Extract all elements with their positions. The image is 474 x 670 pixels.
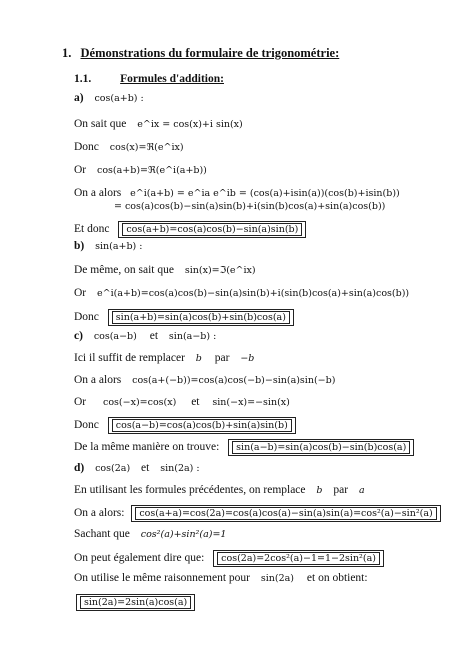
line-4-expr: e^i(a+b) = e^ia e^ib = (cos(a)+isin(a))(cos(b)+isin(b)) bbox=[130, 188, 400, 199]
item-b-expr: sin(a+b) : bbox=[95, 241, 143, 252]
line-19-text: On utilise le même raisonnement pour bbox=[74, 572, 250, 584]
line-2-expr: cos(x)=ℜ(e^ix) bbox=[109, 142, 184, 153]
line-10-var-1: b bbox=[195, 353, 202, 364]
line-15 bbox=[74, 484, 365, 497]
line-13-text: Donc bbox=[74, 419, 99, 431]
line-17-text: Sachant que bbox=[74, 528, 130, 540]
result-box-cos-diff bbox=[108, 417, 296, 434]
line-1-text: On sait que bbox=[74, 118, 127, 130]
line-15-var-2: a bbox=[358, 485, 365, 496]
line-19 bbox=[74, 572, 368, 585]
line-12-et: et bbox=[191, 396, 200, 408]
line-5-expr: = cos(a)cos(b)−sin(a)sin(b)+i(sin(b)cos(a)+sin(a)cos(b)) bbox=[114, 201, 386, 212]
line-11-expr: cos(a+(−b))=cos(a)cos(−b)−sin(a)sin(−b) bbox=[132, 375, 336, 386]
line-18-text: On peut également dire que: bbox=[74, 552, 205, 564]
line-6-text: Et donc bbox=[74, 223, 110, 235]
line-19-expr: sin(2a) bbox=[260, 573, 295, 584]
line-12-expr-1: cos(−x)=cos(x) bbox=[103, 397, 177, 408]
line-20 bbox=[76, 594, 195, 611]
section-number: 1.1. bbox=[74, 73, 92, 85]
result-sin-sum: sin(a+b)=sin(a)cos(b)+sin(b)cos(a) bbox=[112, 311, 290, 324]
result-box-cos-double bbox=[131, 505, 440, 522]
item-c-et: et bbox=[149, 330, 159, 342]
section-text: Formules d'addition: bbox=[120, 73, 224, 85]
line-8 bbox=[74, 287, 409, 300]
line-19-text-2: et on obtient: bbox=[306, 572, 368, 584]
line-17-expr: cos²(a)+sin²(a)=1 bbox=[140, 529, 227, 540]
item-d-et: et bbox=[141, 462, 150, 474]
line-5 bbox=[114, 200, 385, 213]
result-box-cos-sum bbox=[118, 221, 306, 238]
line-16 bbox=[74, 505, 441, 522]
result-cos-double-alt: cos(2a)=2cos²(a)−1=1−2sin²(a) bbox=[217, 552, 380, 565]
line-3 bbox=[74, 164, 207, 177]
line-17 bbox=[74, 528, 226, 541]
item-d-expr-2: sin(2a) : bbox=[160, 463, 200, 474]
item-d bbox=[74, 462, 200, 475]
item-d-label: d) bbox=[74, 462, 85, 474]
item-c-expr-2: sin(a−b) : bbox=[168, 331, 217, 342]
result-sin-double: sin(2a)=2sin(a)cos(a) bbox=[80, 596, 191, 609]
item-b-label: b) bbox=[74, 240, 85, 252]
item-a bbox=[74, 92, 144, 105]
result-box-sin-diff bbox=[228, 439, 414, 456]
result-box-cos-double-alt bbox=[213, 550, 384, 567]
line-12-text: Or bbox=[74, 396, 87, 408]
line-8-expr: e^i(a+b)=cos(a)cos(b)−sin(a)sin(b)+i(sin(b)cos(a)+sin(a)cos(b)) bbox=[97, 288, 410, 299]
line-1-expr: e^ix = cos(x)+i sin(x) bbox=[137, 119, 243, 130]
line-10-text: Ici il suffit de remplacer bbox=[74, 352, 185, 364]
line-18 bbox=[74, 550, 384, 567]
line-14-text: De la même manière on trouve: bbox=[74, 441, 220, 453]
line-7 bbox=[74, 264, 256, 277]
item-a-label: a) bbox=[74, 92, 84, 104]
line-12 bbox=[74, 396, 290, 409]
line-7-expr: sin(x)=ℑ(e^ix) bbox=[184, 265, 256, 276]
item-b bbox=[74, 240, 142, 253]
line-16-text: On a alors: bbox=[74, 507, 125, 519]
line-12-expr-2: sin(−x)=−sin(x) bbox=[212, 397, 290, 408]
item-d-expr-1: cos(2a) bbox=[95, 463, 131, 474]
section-heading bbox=[74, 73, 224, 86]
line-2-text: Donc bbox=[74, 141, 99, 153]
item-c-expr-1: cos(a−b) bbox=[93, 331, 137, 342]
line-13 bbox=[74, 417, 296, 434]
line-10-var-2: −b bbox=[240, 353, 255, 364]
item-c-label: c) bbox=[74, 330, 83, 342]
line-15-text: En utilisant les formules précédentes, on remplace bbox=[74, 484, 306, 496]
line-1 bbox=[74, 118, 243, 131]
title-text: Démonstrations du formulaire de trigonométrie: bbox=[80, 46, 340, 60]
line-10-par: par bbox=[214, 352, 230, 364]
line-11 bbox=[74, 374, 335, 387]
line-9 bbox=[74, 309, 294, 326]
line-4-text: On a alors bbox=[74, 187, 122, 199]
result-box-sin-double bbox=[76, 594, 195, 611]
line-8-text: Or bbox=[74, 287, 87, 299]
item-a-expr: cos(a+b) : bbox=[94, 93, 144, 104]
line-3-expr: cos(a+b)=ℜ(e^i(a+b)) bbox=[97, 165, 207, 176]
item-c bbox=[74, 330, 216, 343]
title-number: 1. bbox=[62, 46, 72, 60]
line-6 bbox=[74, 221, 306, 238]
document-title bbox=[62, 47, 339, 60]
line-11-text: On a alors bbox=[74, 374, 122, 386]
line-10 bbox=[74, 352, 254, 365]
result-sin-diff: sin(a−b)=sin(a)cos(b)−sin(b)cos(a) bbox=[232, 441, 410, 454]
line-14 bbox=[74, 439, 414, 456]
line-7-text: De même, on sait que bbox=[74, 264, 174, 276]
line-9-text: Donc bbox=[74, 311, 99, 323]
line-15-par: par bbox=[333, 484, 349, 496]
line-4 bbox=[74, 187, 400, 200]
line-15-var-1: b bbox=[316, 485, 323, 496]
result-box-sin-sum bbox=[108, 309, 294, 326]
result-cos-double: cos(a+a)=cos(2a)=cos(a)cos(a)−sin(a)sin(a)=cos²(a)−sin²(a) bbox=[135, 507, 436, 520]
result-cos-sum: cos(a+b)=cos(a)cos(b)−sin(a)sin(b) bbox=[122, 223, 302, 236]
line-2 bbox=[74, 141, 184, 154]
line-3-text: Or bbox=[74, 164, 87, 176]
result-cos-diff: cos(a−b)=cos(a)cos(b)+sin(a)sin(b) bbox=[112, 419, 292, 432]
